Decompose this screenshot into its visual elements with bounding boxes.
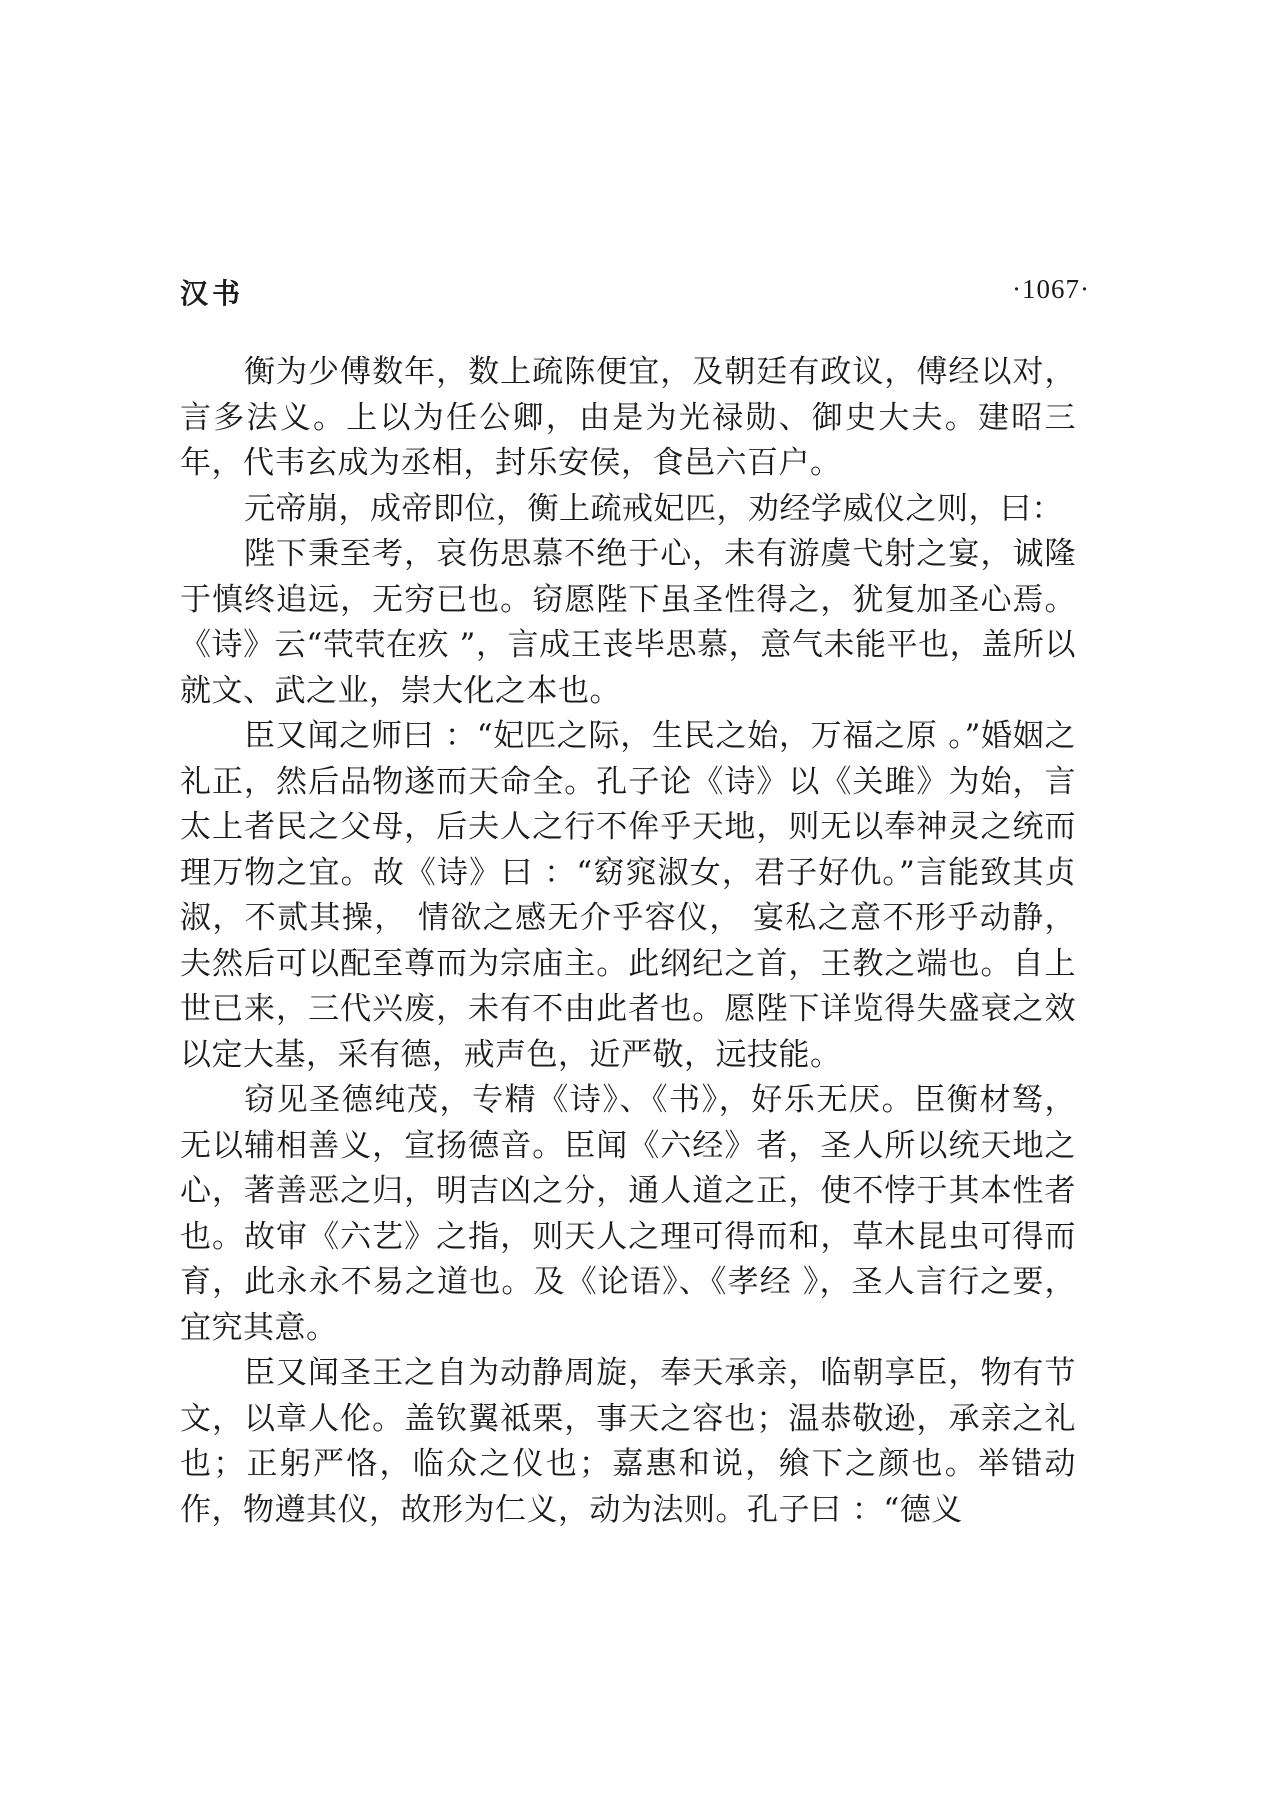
page-number: ·1067· bbox=[1012, 274, 1090, 304]
body-text bbox=[180, 350, 1076, 1533]
paragraph: 臣又闻圣王之自为动静周旋，奉天承亲，临朝享臣，物有节文，以章人伦。盖钦翼祗栗，事天之容也；温恭敬逊，承亲之礼也；正躬严恪，临众之仪也；嘉惠和说，飨下之颜也。举错动作，物遵其仪，故形为仁义，动为法则。孔子曰 ：“德义 bbox=[180, 1355, 1076, 1528]
paragraph: 臣又闻之师曰 ：“妃匹之际，生民之始，万福之原 。”婚姻之礼正，然后品物遂而天命全。孔子论《诗》以《关雎》为始，言太上者民之父母，后夫人之行不侔乎天地，则无以奉神灵之统而理万物之宜。故《诗》曰 ：“窈窕淑女，君子好仇。”言能致其贞淑，不贰其操， 情欲之感无介乎容仪， 宴私之意不形乎动静，夫然后可以配至尊而为宗庙主。此纲纪之首，王教之端也。自上世已来，三代兴废，未有不由此者也。愿陛下详览得失盛衰之效以定大基，采有德，戒声色，近严敬，远技能。 bbox=[180, 718, 1076, 1073]
page-header bbox=[180, 272, 1090, 316]
paragraph: 元帝崩，成帝即位，衡上疏戒妃匹，劝经学威仪之则，曰： bbox=[244, 490, 1063, 527]
paragraph: 陛下秉至考，哀伤思慕不绝于心，未有游虞弋射之宴，诚隆于慎终追远，无穷已也。窃愿陛下虽圣性得之，犹复加圣心焉。《诗》云“茕茕在疚 ”，言成王丧毕思慕，意气未能平也，盖所以就文、武之业，崇大化之本也。 bbox=[180, 536, 1076, 709]
paragraph: 衡为少傅数年，数上疏陈便宜，及朝廷有政议，傅经以对，言多法义。上以为任公卿，由是为光禄勋、御史大夫。建昭三年，代韦玄成为丞相，封乐安侯，食邑六百户。 bbox=[180, 354, 1076, 481]
paragraph: 窃见圣德纯茂，专精《诗》、《书》，好乐无厌。臣衡材驽，无以辅相善义，宣扬德音。臣闻《六经》者，圣人所以统天地之心，著善恶之归，明吉凶之分，通人道之正，使不悖于其本性者也。故审《六艺》之指，则天人之理可得而和，草木昆虫可得而育，此永永不易之道也。及《论语》、《孝经 》，圣人言行之要，宜究其意。 bbox=[180, 1082, 1076, 1346]
book-title: 汉书 bbox=[180, 277, 245, 310]
